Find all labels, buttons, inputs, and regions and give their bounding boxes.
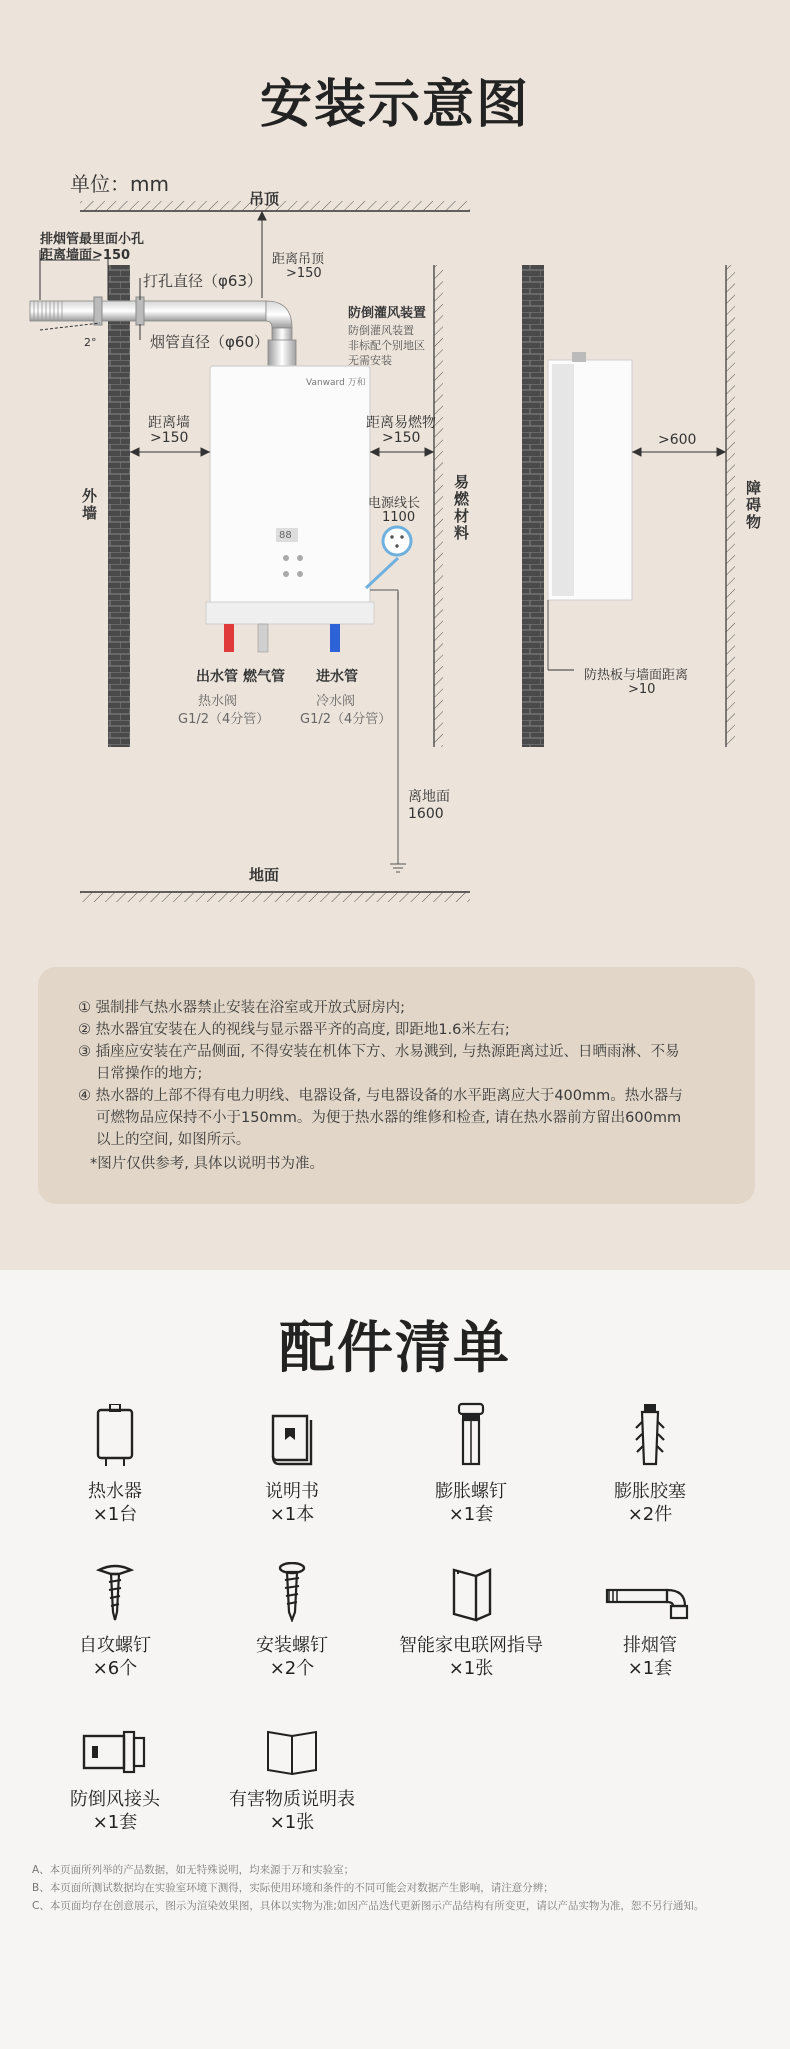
accessory-name: 智能家电联网指导	[399, 1635, 543, 1656]
accessories-section	[0, 1270, 790, 2049]
accessory-item	[202, 1706, 382, 1834]
accessory-item	[25, 1706, 205, 1834]
front-distance-label: >600	[658, 432, 697, 448]
power-socket	[383, 527, 411, 555]
wall-distance-label: 距离墙	[148, 415, 190, 431]
accessory-qty: ×1本	[269, 1504, 315, 1525]
ceiling-distance-label: 距离吊顶	[272, 252, 325, 267]
hot-pipe	[224, 624, 234, 652]
power-cable-value: 1100	[382, 510, 416, 525]
accessory-name: 热水器	[88, 1481, 142, 1502]
self-tapping-screw-icon	[95, 1562, 135, 1622]
accessory-item	[202, 1552, 382, 1680]
accessory-qty: ×6个	[92, 1658, 138, 1679]
accessory-name: 膨胀螺钉	[435, 1481, 507, 1502]
accessory-item	[560, 1552, 740, 1680]
guide-booklet-icon	[446, 1566, 496, 1622]
disclaimer-note: *图片仅供参考, 具体以说明书为准。	[90, 1156, 324, 1172]
accessory-qty: ×1套	[92, 1812, 138, 1833]
display-readout: 88	[279, 530, 292, 541]
outer-wall-label: 外墙	[82, 487, 98, 522]
obstacle-label: 障碍物	[746, 479, 762, 531]
note-3-cont: 日常操作的地方;	[96, 1066, 203, 1082]
backdraft-note-3: 无需安装	[348, 354, 392, 367]
heat-plate-label: 防热板与墙面距离	[584, 668, 689, 683]
accessory-qty: ×1张	[448, 1658, 494, 1679]
notes-box	[38, 967, 755, 1204]
angle-label: 2°	[84, 336, 97, 349]
accessory-name: 膨胀胶塞	[614, 1481, 686, 1502]
heat-plate-value: >10	[628, 682, 656, 697]
exhaust-hole-label-2: 距离墙面>150	[40, 248, 131, 263]
accessory-item	[202, 1398, 382, 1526]
accessory-qty: ×1套	[627, 1658, 673, 1679]
cold-valve-spec: G1/2（4分管）	[300, 712, 392, 727]
footnote-c: C、本页面均存在创意展示，图示为渲染效果图，具体以实物为准;如因产品迭代更新图示产品结构有所变更，请以产品实物为准，恕不另行通知。	[32, 1900, 705, 1912]
expansion-screw-icon	[451, 1402, 491, 1468]
footnote-a: A、本页面所列举的产品数据，如无特殊说明，均来源于万和实验室；	[32, 1864, 355, 1876]
backdraft-title: 防倒灌风装置	[348, 306, 427, 321]
exhaust-hole-label-1: 排烟管最里面小孔	[40, 232, 145, 247]
side-wall	[522, 265, 544, 747]
anti-backdraft-icon	[80, 1730, 150, 1776]
exhaust-pipe-icon	[605, 1582, 695, 1622]
flammable-distance-value: >150	[382, 430, 421, 446]
ceiling-label: 吊顶	[249, 190, 280, 208]
accessories-title: 配件清单	[279, 1316, 511, 1381]
install-screw-icon	[272, 1562, 312, 1622]
gas-pipe	[258, 624, 268, 652]
accessory-qty: ×1台	[92, 1504, 138, 1525]
accessory-name: 排烟管	[623, 1635, 677, 1656]
accessory-name: 自攻螺钉	[79, 1635, 151, 1656]
accessory-item	[381, 1552, 561, 1680]
accessory-qty: ×1套	[448, 1504, 494, 1525]
accessory-item	[25, 1398, 205, 1526]
note-3: ③ 插座应安装在产品侧面, 不得安装在机体下方、水易溅到, 与热源距离过近、日晒雨淋、不易	[78, 1044, 680, 1060]
note-1: ① 强制排气热水器禁止安装在浴室或开放式厨房内;	[78, 1000, 405, 1016]
drill-diameter-label: 打孔直径（φ63）	[143, 272, 262, 290]
install-title: 安装示意图	[259, 75, 530, 135]
gas-pipe-label: 燃气管	[243, 669, 285, 685]
accessory-name: 有害物质说明表	[229, 1789, 355, 1810]
ground-distance-value: 1600	[408, 806, 444, 822]
flammable-label: 易燃材料	[454, 473, 470, 542]
cold-valve-label: 冷水阀	[316, 694, 356, 709]
note-2: ② 热水器宜安装在人的视线与显示器平齐的高度, 即距地1.6米左右;	[78, 1022, 510, 1038]
power-cable-label: 电源线长	[368, 496, 421, 511]
outer-wall	[108, 265, 130, 747]
accessory-item	[25, 1552, 205, 1680]
flammable-distance-label: 距离易燃物	[366, 415, 436, 431]
unit-label: 单位：mm	[70, 172, 169, 196]
ground-distance-label: 离地面	[408, 789, 450, 805]
ceiling-distance-value: >150	[286, 266, 322, 281]
obstacle-wall	[726, 265, 735, 747]
backdraft-note-2: 非标配个别地区	[348, 339, 425, 352]
pipe-diameter-label: 烟管直径（φ60）	[150, 333, 269, 351]
heater-front	[210, 366, 370, 612]
footnote-b: B、本页面所测试数据均在实验室环境下测得，实际使用环境和条件的不同可能会对数据产生影响，请注意分辨；	[32, 1882, 554, 1894]
hazard-sheet-icon	[264, 1728, 320, 1776]
flammable-wall	[434, 265, 443, 747]
hot-valve-label: 热水阀	[198, 694, 238, 709]
exhaust-pipe	[30, 301, 266, 321]
cold-pipe	[330, 624, 340, 652]
brand-logo: Vanward 万和	[306, 378, 366, 388]
accessory-item	[381, 1398, 561, 1526]
note-4: ④ 热水器的上部不得有电力明线、电器设备, 与电器设备的水平距离应大于400mm。热水器与	[78, 1088, 683, 1104]
accessory-name: 安装螺钉	[256, 1635, 328, 1656]
accessory-item	[560, 1398, 740, 1526]
accessory-qty: ×2件	[627, 1504, 673, 1525]
accessory-qty: ×1张	[269, 1812, 315, 1833]
out-pipe-label: 出水管	[196, 669, 238, 685]
note-4-cont-1: 可燃物品应保持不小于150mm。为便于热水器的维修和检查, 请在热水器前方留出600mm	[96, 1110, 682, 1126]
accessory-name: 防倒风接头	[70, 1789, 160, 1810]
accessory-qty: ×2个	[269, 1658, 315, 1679]
backdraft-note-1: 防倒灌风装置	[348, 324, 414, 337]
floor-label: 地面	[249, 866, 280, 884]
hot-valve-spec: G1/2（4分管）	[178, 712, 270, 727]
installation-diagram	[0, 0, 790, 960]
note-4-cont-2: 以上的空间, 如图所示。	[96, 1132, 251, 1148]
wall-plug-icon	[630, 1402, 670, 1468]
accessory-name: 说明书	[265, 1481, 319, 1502]
in-pipe-label: 进水管	[316, 669, 358, 685]
wall-distance-value: >150	[150, 430, 189, 446]
manual-icon	[267, 1412, 317, 1468]
heater-icon	[90, 1404, 140, 1468]
